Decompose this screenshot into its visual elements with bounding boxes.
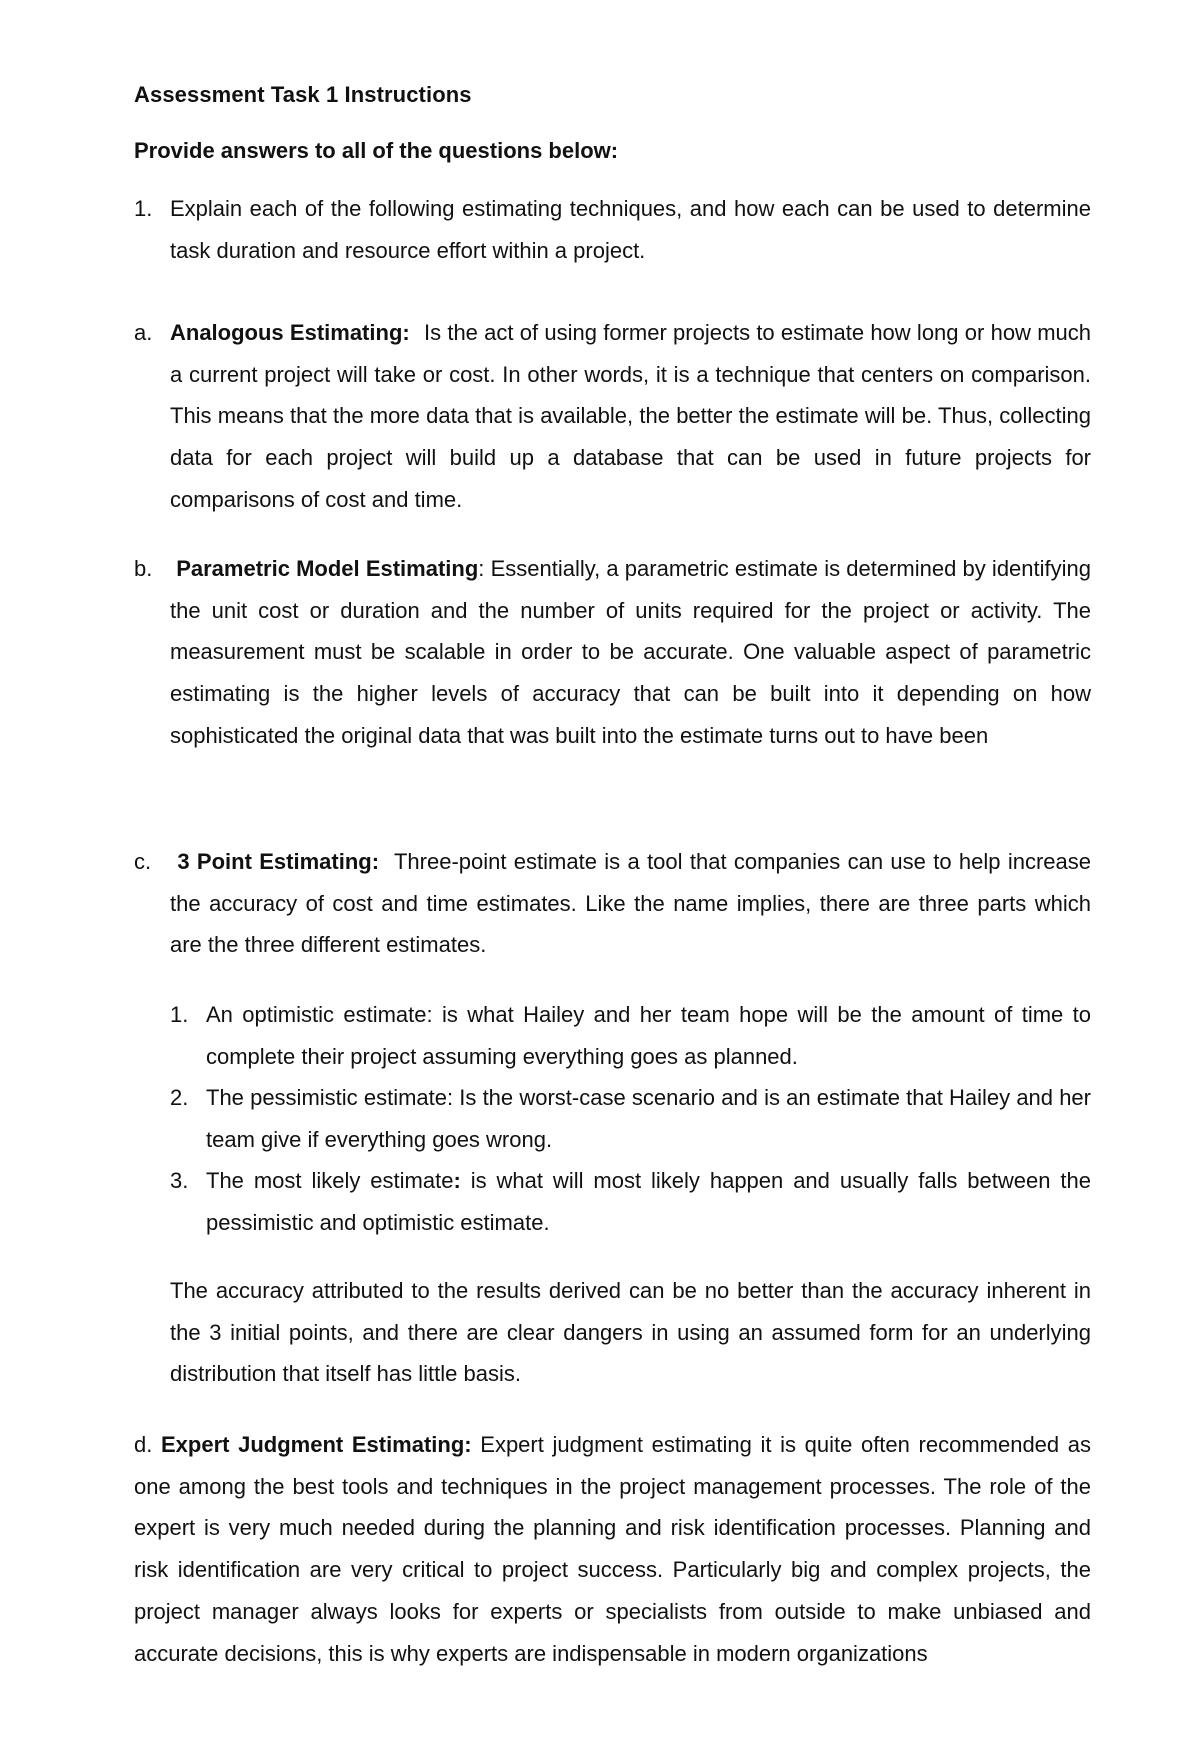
item-d-text: Expert judgment estimating it is quite often recommended as one among the best tools and techniques in the project management processes. The role of the expert is very much needed during the planning and risk identification processes. Planning and risk identification are very critical to project success. Particularly big and complex projects, the project manager always looks for experts or specialists from outside to make unbiased and accurate decisions, this is why experts are indispensable in modern organizations — [134, 1432, 1092, 1666]
item-c-sub-3-marker: 3. — [170, 1168, 189, 1193]
item-a-text: Is the act of using former projects to estimate how long or how much a current project will take or cost. In other words, it is a technique that centers on comparison. This means that the more data that is available, the better the estimate will be. Thus, collecting data for each project will build up a database that can be used in future projects for comparisons of cost and time. — [170, 320, 1091, 512]
question-1-marker: 1. — [134, 196, 153, 221]
item-d-heading: Expert Judgment Estimating: — [161, 1432, 472, 1457]
document-title: Assessment Task 1 Instructions — [134, 82, 472, 107]
item-c-sub-2-marker: 2. — [170, 1085, 189, 1110]
item-b-marker: b. — [134, 556, 153, 581]
item-b-text: : Essentially, a parametric estimate is determined by identifying the unit cost or duration and the number of units required for the project or activity. The measurement must be scalable in order to be accurate. One valuable aspect of parametric estimating is the higher levels of accuracy that can be built into it depending on how sophisticated the original data that was built into the estimate turns out to have been — [170, 556, 1091, 748]
item-d-paragraph — [134, 1424, 1091, 1674]
item-c-sub-3-colon: : — [453, 1168, 461, 1193]
item-c-sub-3-pre: The most likely estimate — [206, 1168, 454, 1193]
item-a-marker: a. — [134, 320, 153, 345]
item-c-heading: 3 Point Estimating: — [177, 849, 380, 874]
item-d-marker: d. — [134, 1432, 153, 1457]
item-b-paragraph — [170, 548, 1091, 757]
item-a-paragraph — [170, 312, 1091, 521]
item-c-note: The accuracy attributed to the results derived can be no better than the accuracy inherent in the 3 initial points, and there are clear dangers in using an assumed form for an underlying distribution that itself has little basis. — [170, 1278, 1091, 1387]
item-b-heading: Parametric Model Estimating — [176, 556, 479, 581]
item-c-text: Three-point estimate is a tool that companies can use to help increase the accuracy of cost and time estimates. Like the name implies, there are three parts which are the three different estimates. — [170, 849, 1091, 958]
item-c-sub-1-marker: 1. — [170, 1002, 189, 1027]
item-c-sub-3-post: is what will most likely happen and usually falls between the pessimistic and optimistic estimate. — [206, 1168, 1092, 1235]
item-c-sub-3-text — [206, 1160, 1091, 1243]
item-c-paragraph — [170, 841, 1091, 966]
item-c-marker: c. — [134, 849, 152, 874]
item-c-sub-2-text: The pessimistic estimate: Is the worst-case scenario and is an estimate that Hailey and her team give if everything goes wrong. — [206, 1085, 1091, 1152]
document-subtitle: Provide answers to all of the questions below: — [134, 138, 619, 163]
question-1-text: Explain each of the following estimating techniques, and how each can be used to determine task duration and resource effort within a project. — [170, 196, 1091, 263]
item-a-heading: Analogous Estimating: — [170, 320, 410, 345]
item-c-sub-1-text: An optimistic estimate: is what Hailey and her team hope will be the amount of time to complete their project assuming everything goes as planned. — [206, 1002, 1091, 1069]
